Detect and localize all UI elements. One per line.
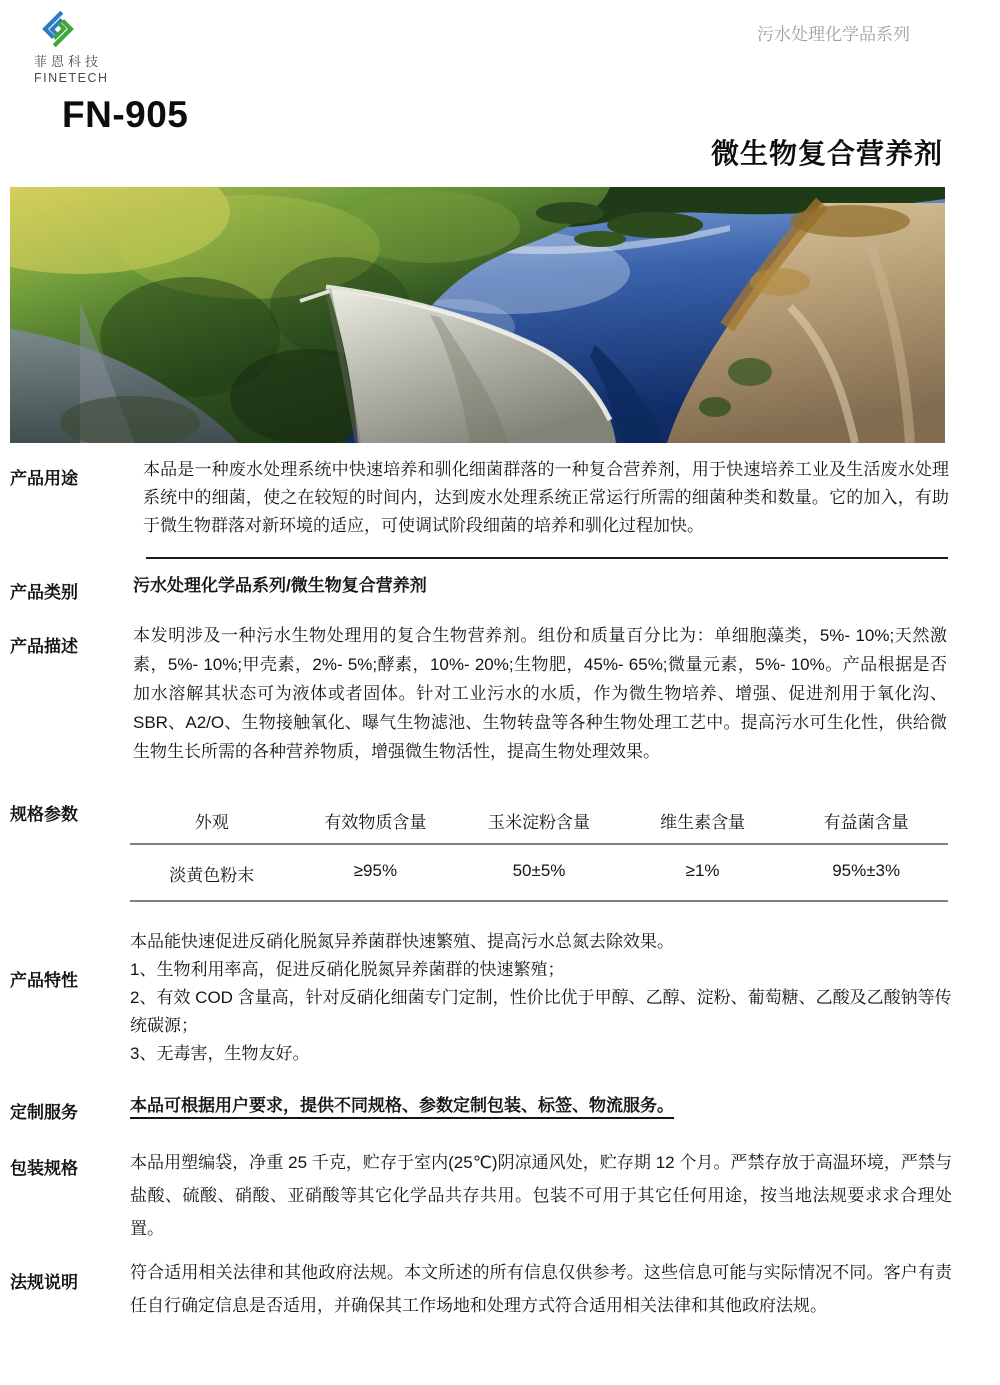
spec-value-active-content: ≥95% xyxy=(353,861,398,880)
company-logo xyxy=(34,10,144,85)
finetech-logo-icon xyxy=(38,10,78,48)
logo-chinese-name: 菲恩科技 xyxy=(34,54,103,69)
section-label-legal: 法规说明 xyxy=(10,1273,78,1292)
dam-reservoir-photo xyxy=(10,187,945,443)
section-label-specs: 规格参数 xyxy=(10,805,78,824)
section-label-custom-service: 定制服务 xyxy=(10,1103,78,1122)
spec-value-bacteria-content: 95%±3% xyxy=(832,861,901,880)
section-label-category: 产品类别 xyxy=(10,583,78,602)
packaging-text: 本品用塑编袋，净重 25 千克，贮存于室内(25℃)阴凉通风处，贮存期 12 个月。严禁存放于高温环境，严禁与盐酸、硫酸、硝酸、亚硝酸等其它化学品共存共用。包装不可用于其它任何用途，按当地法规要求求合理处置。 xyxy=(130,1153,952,1238)
series-label: 污水处理化学品系列 xyxy=(757,25,910,44)
usage-text: 本品是一种废水处理系统中快速培养和驯化细菌群落的一种复合营养剂，用于快速培养工业及生活废水处理系统中的细菌，使之在较短的时间内，达到废水处理系统正常运行所需的细菌种类和数量。它的加入，有助于微生物群落对新环境的适应，可使调试阶段细菌的培养和驯化过程加快。 xyxy=(143,460,949,535)
spec-header-active-content: 有效物质含量 xyxy=(324,813,427,832)
category-text: 污水处理化学品系列/微生物复合营养剂 xyxy=(133,576,427,595)
section-label-features: 产品特性 xyxy=(10,971,78,990)
legal-text: 符合适用相关法律和其他政府法规。本文所述的所有信息仅供参考。这些信息可能与实际情况不同。客户有责任自行确定信息是否适用，并确保其工作场地和处理方式符合适用相关法律和其他政府法规。 xyxy=(130,1263,952,1315)
spec-header-appearance: 外观 xyxy=(194,813,229,832)
product-name-title: 微生物复合营养剂 xyxy=(710,138,943,169)
spec-header-bacteria-content: 有益菌含量 xyxy=(823,813,909,832)
spec-table xyxy=(130,806,948,902)
features-intro: 本品能快速促进反硝化脱氮异养菌群快速繁殖、提高污水总氮去除效果。 xyxy=(130,932,674,951)
spec-header-starch-content: 玉米淀粉含量 xyxy=(487,813,590,832)
features-item-1: 1、生物利用率高，促进反硝化脱氮异养菌群的快速繁殖； xyxy=(130,960,565,979)
spec-value-starch-content: 50±5% xyxy=(512,861,566,880)
custom-service-text: 本品可根据用户要求，提供不同规格、参数定制包装、标签、物流服务。 xyxy=(130,1096,674,1115)
features-item-3: 3、无毒害，生物友好。 xyxy=(130,1044,310,1063)
section-label-packaging: 包装规格 xyxy=(10,1159,78,1178)
logo-english-name: FINETECH xyxy=(34,71,109,85)
description-text: 本发明涉及一种污水生物处理用的复合生物营养剂。组份和质量百分比为：单细胞藻类，5%- 10%;天然激素，5%- 10%;甲壳素，2%- 5%;酵素，10%- 20%;生物肥，45%- 65%;微量元素，5%- 10%。产品根据是否加水溶解其状态可为液体或者固体。针对工业污水的水质，作为微生物培养、增强、促进剂用于氧化沟、SBR、A2/O、生物接触氧化、曝气生物滤池、生物转盘等各种生物处理工艺中。提高污水可生化性，供给微生物生长所需的各种营养物质，增强微生物活性，提高生物处理效果。 xyxy=(133,626,947,761)
spec-table-rule-bottom xyxy=(130,900,948,902)
section-divider xyxy=(146,557,948,559)
spec-header-vitamin-content: 维生素含量 xyxy=(660,813,746,832)
spec-value-vitamin-content: ≥1% xyxy=(685,861,720,880)
features-text xyxy=(130,928,952,1068)
spec-table-header-row xyxy=(130,806,948,843)
section-label-description: 产品描述 xyxy=(10,637,78,656)
product-model-title: FN-905 xyxy=(62,94,189,135)
section-label-usage: 产品用途 xyxy=(10,469,78,488)
spec-value-appearance: 淡黄色粉末 xyxy=(169,866,255,885)
spec-table-value-row xyxy=(130,845,948,900)
features-item-2: 2、有效 COD 含量高，针对反硝化细菌专门定制，性价比优于甲醇、乙醇、淀粉、葡萄糖、乙酸及乙酸钠等传统碳源； xyxy=(130,988,952,1035)
